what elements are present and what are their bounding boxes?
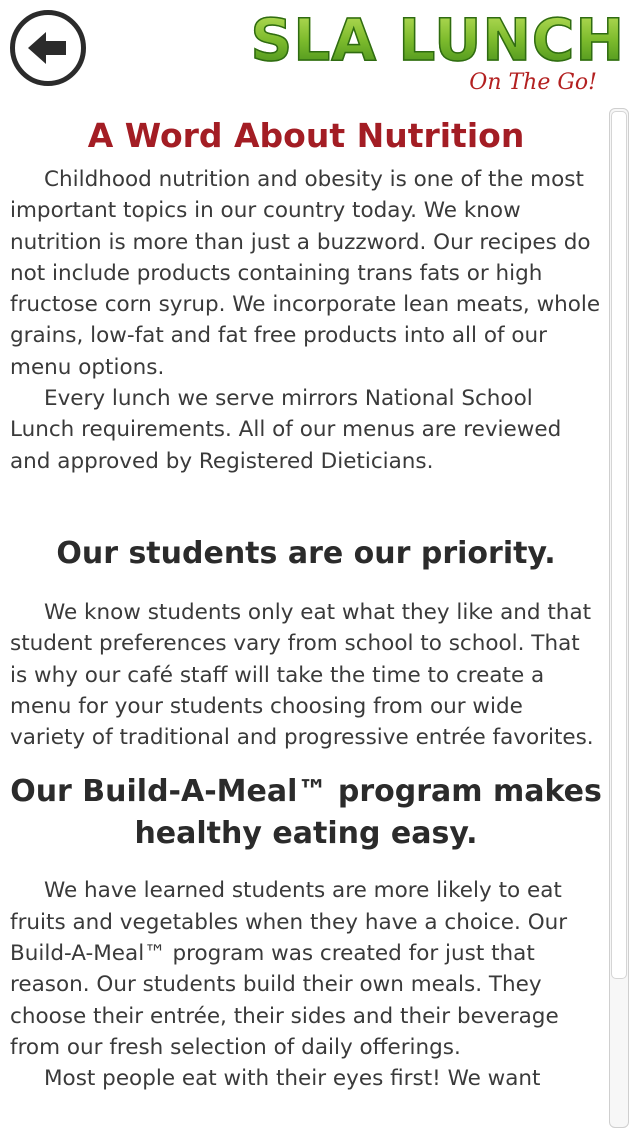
paragraph-build-a-meal: We have learned students are more likely to eat fruits and vegetables when they have a choice. Our Build-A-Meal™ program was created for just that reason. Our students build their own meals. They choose their entrée, their sides and their beverage from our fresh selection of daily offerings. (10, 878, 568, 1060)
page-title: A Word About Nutrition (87, 116, 525, 155)
heading-students-priority: Our students are our priority. (56, 535, 556, 571)
scrollbar-thumb[interactable] (611, 111, 627, 979)
app-logo (250, 6, 625, 98)
paragraph-nutrition-intro: Childhood nutrition and obesity is one of the most important topics in our country today. We know nutrition is more than just a buzzword. Our recipes do not include products containing trans fats or high fructose corn syrup. We incorporate lean meats, whole grains, low-fat and fat free products into all of our menu options. (10, 167, 601, 380)
article-content (10, 112, 602, 1095)
paragraph-eyes-first: Most people eat with their eyes first! We want (44, 1066, 541, 1092)
back-button[interactable] (10, 10, 86, 86)
arrow-left-icon (26, 28, 70, 68)
paragraph-school-lunch: Every lunch we serve mirrors National School Lunch requirements. All of our menus are reviewed and approved by Registered Dieticians. (10, 386, 562, 474)
paragraph-student-preferences: We know students only eat what they like and that student preferences vary from school to school. That is why our café staff will take the time to create a menu for your students choosing from our wide variety of traditional and progressive entrée favorites. (10, 599, 594, 751)
logo-main-text: SLA LUNCH (250, 6, 625, 74)
heading-build-a-meal: Our Build-A-Meal™ program makes healthy eating easy. (10, 774, 602, 852)
scrollbar-track[interactable] (609, 108, 629, 1128)
logo-tagline: On The Go! (469, 70, 597, 95)
